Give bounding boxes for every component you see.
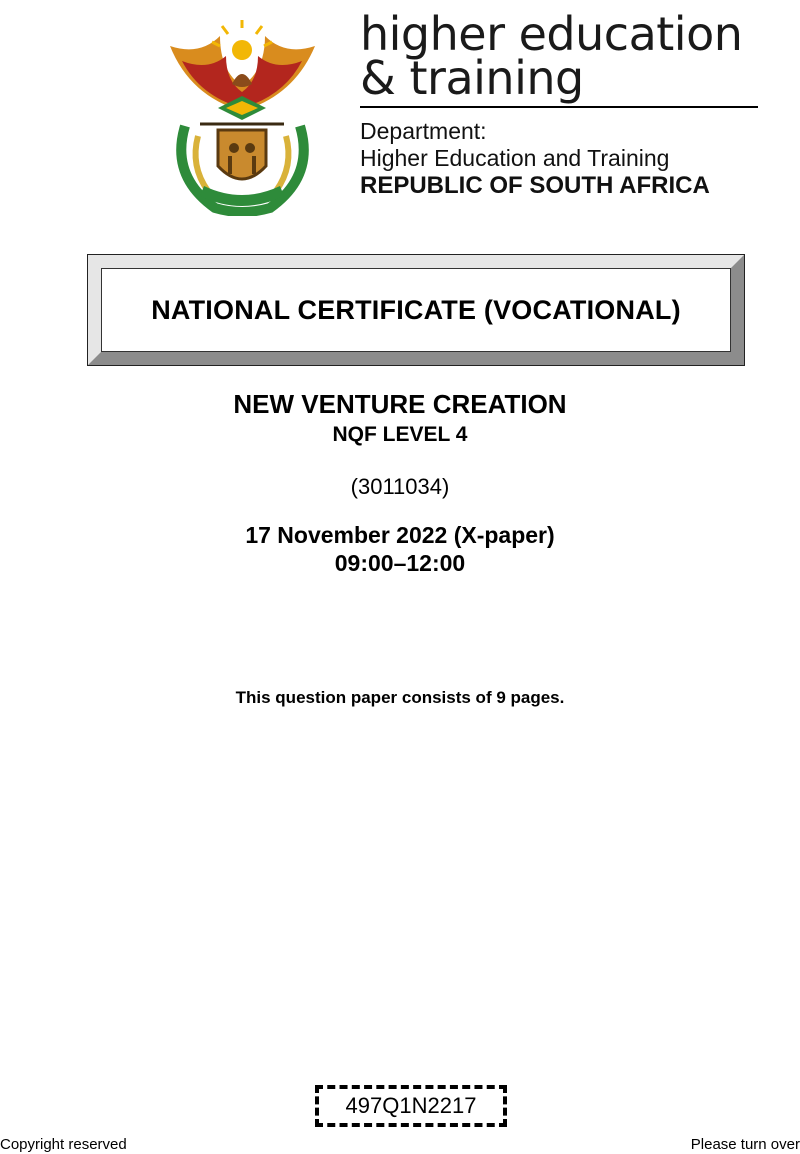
subject-code: (3011034) bbox=[350, 474, 450, 499]
turn-over-notice: Please turn over bbox=[690, 1136, 800, 1153]
exam-date: 17 November 2022 (X-paper) bbox=[245, 522, 555, 548]
department-details bbox=[360, 118, 780, 199]
page-header bbox=[0, 0, 800, 230]
header-divider bbox=[360, 106, 758, 108]
department-title-line-2: & training bbox=[360, 51, 584, 105]
exam-time: 09:00–12:00 bbox=[334, 550, 466, 576]
department-label: Department: bbox=[360, 118, 487, 144]
certificate-banner bbox=[87, 254, 745, 366]
paper-code: 497Q1N2217 bbox=[345, 1093, 477, 1118]
department-name: Higher Education and Training bbox=[360, 145, 670, 171]
subject-title: NEW VENTURE CREATION bbox=[233, 389, 567, 419]
certificate-title: NATIONAL CERTIFICATE (VOCATIONAL) bbox=[151, 294, 681, 325]
paper-code-box bbox=[315, 1085, 507, 1127]
department-title-line-1: higher education bbox=[360, 7, 743, 61]
certificate-banner-inner bbox=[101, 268, 731, 352]
page-count-note: This question paper consists of 9 pages. bbox=[235, 688, 565, 707]
nqf-level: NQF LEVEL 4 bbox=[332, 423, 468, 446]
country-name: REPUBLIC OF SOUTH AFRICA bbox=[360, 172, 710, 199]
copyright-notice: Copyright reserved bbox=[0, 1136, 127, 1153]
department-title bbox=[360, 7, 760, 105]
coat-of-arms-logo bbox=[160, 16, 325, 216]
